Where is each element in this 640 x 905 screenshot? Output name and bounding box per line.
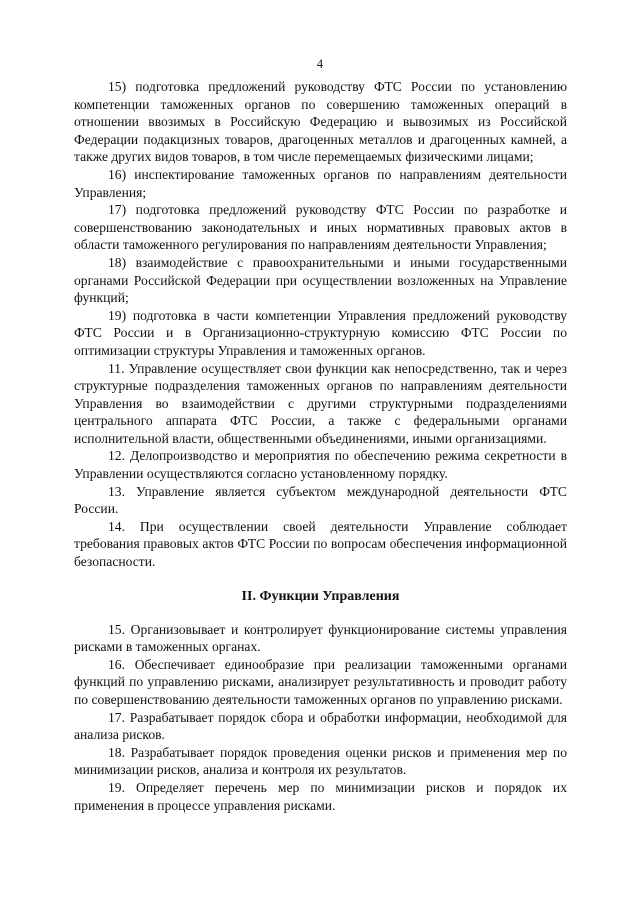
clause-19: 19. Определяет перечень мер по минимизации рисков и порядок их применения в процессе управления рисками. (74, 779, 567, 813)
clause-12: 12. Делопроизводство и мероприятия по обеспечению режима секретности в Управлении осуществляются согласно установленному порядку. (74, 448, 567, 482)
list-item-15: 15) подготовка предложений руководству ФТС России по установлению компетенции таможенных органов по совершению таможенных операций в отношении ввозимых в Российскую Федерацию и вывозимых из Российской Федерации подакцизных товаров, драгоценных металлов и драгоценных камней, а также других видов товаров, в том числе перемещаемых физическими лицами; (74, 79, 567, 165)
clause-17: 17. Разрабатывает порядок сбора и обработки информации, необходимой для анализа рисков. (74, 709, 567, 743)
section-heading: II. Функции Управления (241, 588, 400, 604)
clause-15: 15. Организовывает и контролирует функционирование системы управления рисками в таможенных органах. (74, 621, 567, 655)
list-item-18: 18) взаимодействие с правоохранительными и иными государственными органами Российской Федерации при осуществлении возложенных на Управление функций; (74, 254, 567, 306)
list-item-19: 19) подготовка в части компетенции Управления предложений руководству ФТС России и в Организационно-структурную комиссию ФТС России по оптимизации структуры Управления и таможенных органов. (74, 307, 567, 358)
list-item-17: 17) подготовка предложений руководству ФТС России по разработке и совершенствованию законодательных и иных нормативных правовых актов в области таможенного регулирования по направлениям деятельности Управления; (74, 202, 567, 253)
clause-16: 16. Обеспечивает единообразие при реализации таможенными органами функций по управлению рисками, анализирует результативность и проводит работу по совершенствованию деятельности таможенных органов по управлению рисками. (74, 656, 567, 707)
page-number: 4 (316, 57, 324, 71)
clause-13: 13. Управление является субъектом международной деятельности ФТС России. (74, 483, 567, 517)
clause-11: 11. Управление осуществляет свои функции как непосредственно, так и через структурные подразделения таможенных органов по направлениям деятельности Управления во взаимодействии с другими структурными подразделениями центрального аппарата ФТС России, а также с федеральными органами исполнительной власти, общественными объединениями, иными организациями. (74, 360, 567, 446)
list-item-16: 16) инспектирование таможенных органов по направлениям деятельности Управления; (74, 166, 567, 200)
clause-18: 18. Разрабатывает порядок проведения оценки рисков и применения мер по минимизации рисков, анализа и контроля их результатов. (74, 744, 567, 778)
clause-14: 14. При осуществлении своей деятельности Управление соблюдает требования правовых актов ФТС России по вопросам обеспечения информационной безопасности. (74, 518, 567, 570)
document-body (74, 78, 567, 814)
